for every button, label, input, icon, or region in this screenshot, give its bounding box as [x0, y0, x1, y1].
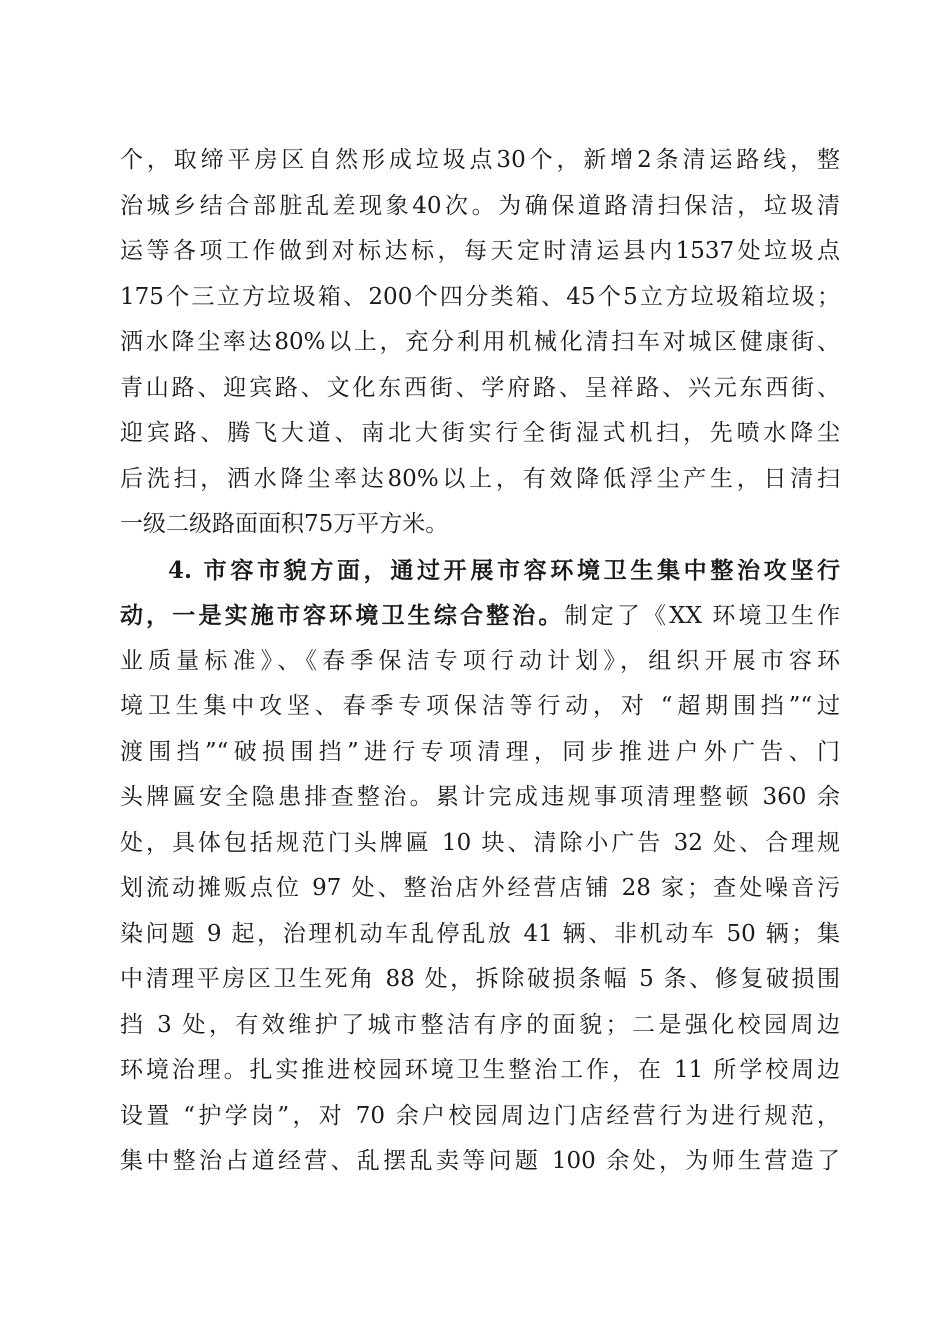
text-line: 集中整治占道经营、乱摆乱卖等问题 100 余处，为师生营造了 [120, 1148, 840, 1174]
text-line: 头牌匾安全隐患排查整治。累计完成违规事项清理整顿 360 余 [120, 784, 840, 810]
subheading-bold: 动，一是实施市容环境卫生综合整治。 [120, 602, 565, 629]
text-line: 迎宾路、腾飞大道、南北大街实行全街湿式机扫，先喷水降尘 [120, 420, 840, 446]
text-line: 洒水降尘率达80%以上，充分利用机械化清扫车对城区健康街、 [120, 329, 840, 355]
text-line: 治城乡结合部脏乱差现象40次。为确保道路清扫保洁，垃圾清 [120, 192, 840, 219]
text-line: 挡 3 处，有效维护了城市整洁有序的面貌；二是强化校园周边 [120, 1011, 840, 1038]
text-line [120, 593, 840, 639]
text-line: 一级二级路面面积75万平方米。 [120, 511, 449, 537]
text-line: 运等各项工作做到对标达标，每天定时清运县内1537处垃圾点 [120, 238, 840, 264]
body-text [120, 138, 840, 1185]
text-line: 划流动摊贩点位 97 处、整治店外经营店铺 28 家；查处噪音污 [120, 875, 840, 901]
text-line: 渡围挡”“破损围挡”进行专项清理，同步推进户外广告、门 [120, 738, 840, 765]
text-line: 中清理平房区卫生死角 88 处，拆除破损条幅 5 条、修复破损围 [120, 966, 840, 992]
text-line: 处，具体包括规范门头牌匾 10 块、清除小广告 32 处、合理规 [120, 829, 840, 856]
text-line: 业质量标准》、《春季保洁专项行动计划》，组织开展市容环 [120, 647, 840, 674]
paragraph-sanitation-cleanup [120, 138, 840, 548]
text-run: 制定了《XX 环境卫生作 [564, 603, 841, 629]
text-line: 个，取缔平房区自然形成垃圾点30个，新增2条清运路线，整 [120, 147, 840, 173]
text-line: 青山路、迎宾路、文化东西街、学府路、呈祥路、兴元东西街、 [120, 374, 840, 401]
text-line: 染问题 9 起，治理机动车乱停乱放 41 辆、非机动车 50 辆；集 [120, 920, 840, 947]
text-line: 环境治理。扎实推进校园环境卫生整治工作，在 11 所学校周边 [120, 1057, 840, 1083]
text-line: 后洗扫，洒水降尘率达80%以上，有效降低浮尘产生，日清扫 [120, 465, 840, 492]
text-line: 175个三立方垃圾箱、200个四分类箱、45个5立方垃圾箱垃圾； [120, 283, 840, 310]
section-heading: 4. 市容市貌方面，通过开展市容环境卫生集中整治攻坚行 [168, 556, 840, 584]
text-line: 境卫生集中攻坚、春季专项保洁等行动，对 “超期围挡”“过 [120, 693, 840, 719]
text-line: 设置 “护学岗”，对 70 余户校园周边门店经营行为进行规范， [120, 1102, 840, 1129]
paragraph-city-appearance [120, 548, 840, 1185]
